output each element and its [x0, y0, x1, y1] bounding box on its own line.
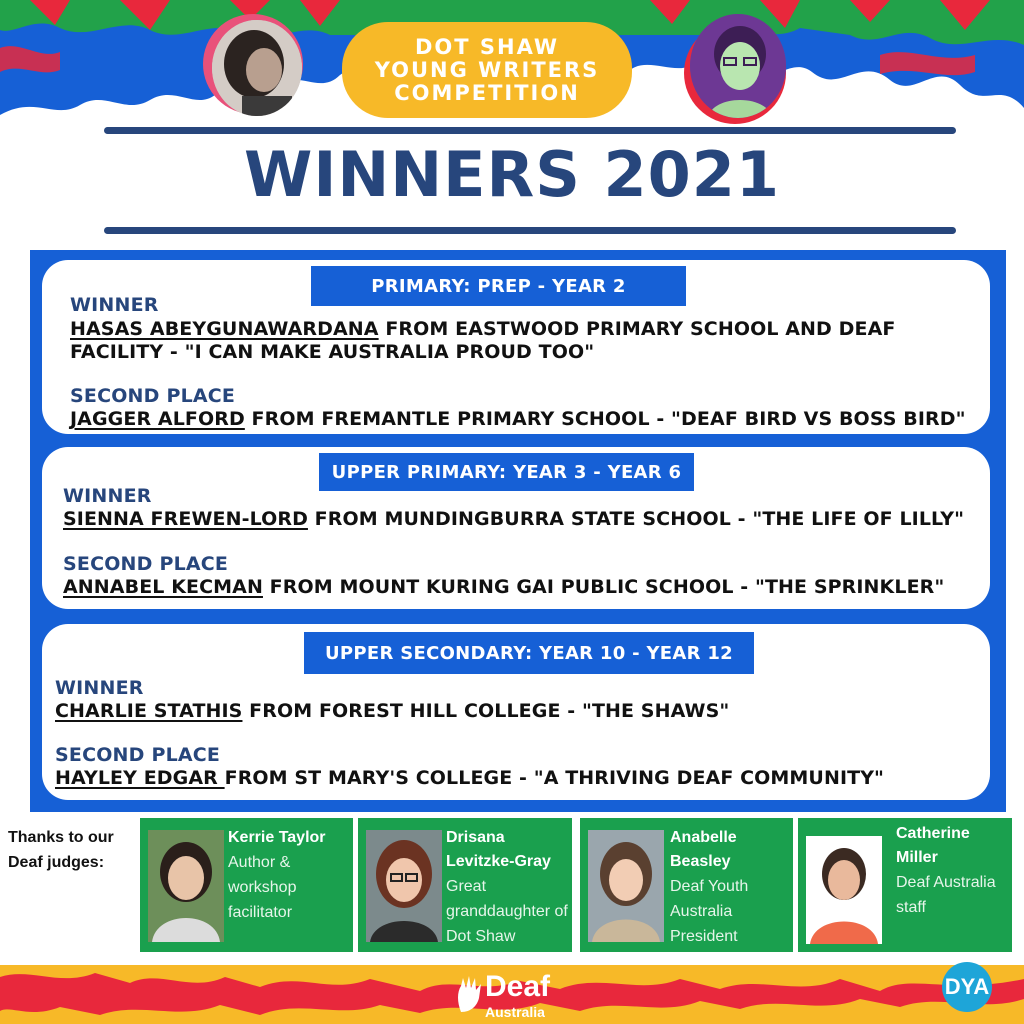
judge-card-catherine-miller [798, 818, 1012, 952]
title-rule-top [104, 127, 956, 134]
portrait-right-photo [690, 14, 786, 118]
second-place-label: SECOND PLACE [63, 553, 229, 575]
second-place-entry [70, 408, 970, 431]
category-heading-primary: PRIMARY: PREP - YEAR 2 [311, 266, 686, 306]
category-heading-upper-secondary: UPPER SECONDARY: YEAR 10 - YEAR 12 [304, 632, 754, 674]
second-place-details: FROM FREMANTLE PRIMARY SCHOOL - "DEAF BIRD VS BOSS BIRD" [244, 408, 966, 430]
winner-name: HASAS ABEYGUNAWARDANA [70, 318, 379, 340]
winner-entry [63, 508, 973, 531]
badge-line-2: YOUNG WRITERS [374, 57, 600, 82]
winner-details: FROM EASTWOOD PRIMARY SCHOOL AND DEAF FACILITY - "I CAN MAKE AUSTRALIA PROUD TOO" [70, 318, 896, 363]
judge-name: Catherine Miller [896, 825, 970, 866]
judge-role: Deaf Youth Australia President [670, 878, 749, 945]
judge-card-kerrie-taylor [140, 818, 353, 952]
judge-name: Kerrie Taylor [228, 829, 326, 846]
person-portrait-icon [148, 830, 224, 942]
winner-label: WINNER [63, 485, 152, 507]
second-place-entry [63, 576, 973, 599]
person-portrait-icon [806, 836, 882, 944]
badge-line-1: DOT SHAW [414, 34, 560, 59]
second-place-label: SECOND PLACE [70, 385, 236, 407]
judge-photo [366, 830, 442, 942]
winner-label: WINNER [70, 294, 159, 316]
girl-portrait-icon [212, 20, 302, 116]
second-place-details: FROM MOUNT KURING GAI PUBLIC SCHOOL - "THE SPRINKLER" [262, 576, 945, 598]
title-rule-bottom [104, 227, 956, 234]
judge-card-anabelle-beasley [580, 818, 793, 952]
winner-details: FROM MUNDINGBURRA STATE SCHOOL - "THE LIFE OF LILLY" [307, 508, 965, 530]
badge-line-3: COMPETITION [394, 80, 580, 105]
second-place-label: SECOND PLACE [55, 744, 221, 766]
logo-sub-text: Australia [485, 1004, 545, 1020]
winner-entry [55, 700, 965, 723]
competition-badge [342, 22, 632, 118]
winner-name: CHARLIE STATHIS [55, 700, 243, 722]
judges-thanks-label: Thanks to our Deaf judges: [8, 829, 114, 871]
judge-name: Anabelle Beasley [670, 829, 737, 870]
winner-details: FROM FOREST HILL COLLEGE - "THE SHAWS" [242, 700, 730, 722]
person-portrait-icon [366, 830, 442, 942]
hand-icon [455, 974, 485, 1014]
judge-role: Deaf Australia staff [896, 874, 996, 916]
judge-name: Drisana Levitzke-Gray [446, 829, 551, 870]
winner-entry [70, 318, 950, 364]
second-place-name: ANNABEL KECMAN [63, 576, 263, 598]
second-place-name: JAGGER ALFORD [70, 408, 245, 430]
logo-main-text: Deaf [485, 970, 551, 1003]
woman-portrait-icon [690, 14, 786, 118]
second-place-details: FROM ST MARY'S COLLEGE - "A THRIVING DEAF COMMUNITY" [224, 767, 885, 789]
judge-photo [806, 836, 882, 944]
judge-role: Great granddaughter of Dot Shaw [446, 878, 568, 945]
deaf-australia-logo [455, 970, 575, 1024]
category-heading-upper-primary: UPPER PRIMARY: YEAR 3 - YEAR 6 [319, 453, 694, 491]
judge-photo [148, 830, 224, 942]
page-title: WINNERS 2021 [243, 138, 781, 211]
winner-name: SIENNA FREWEN-LORD [63, 508, 308, 530]
portrait-left-photo [212, 20, 302, 116]
winner-label: WINNER [55, 677, 144, 699]
second-place-name: HAYLEY EDGAR [55, 767, 225, 789]
second-place-entry [55, 767, 965, 790]
judge-role: Author & workshop facilitator [228, 854, 297, 921]
dya-logo: DYA [942, 962, 992, 1012]
judge-photo [588, 830, 664, 942]
judge-card-drisana-levitzke-gray [358, 818, 572, 952]
person-portrait-icon [588, 830, 664, 942]
